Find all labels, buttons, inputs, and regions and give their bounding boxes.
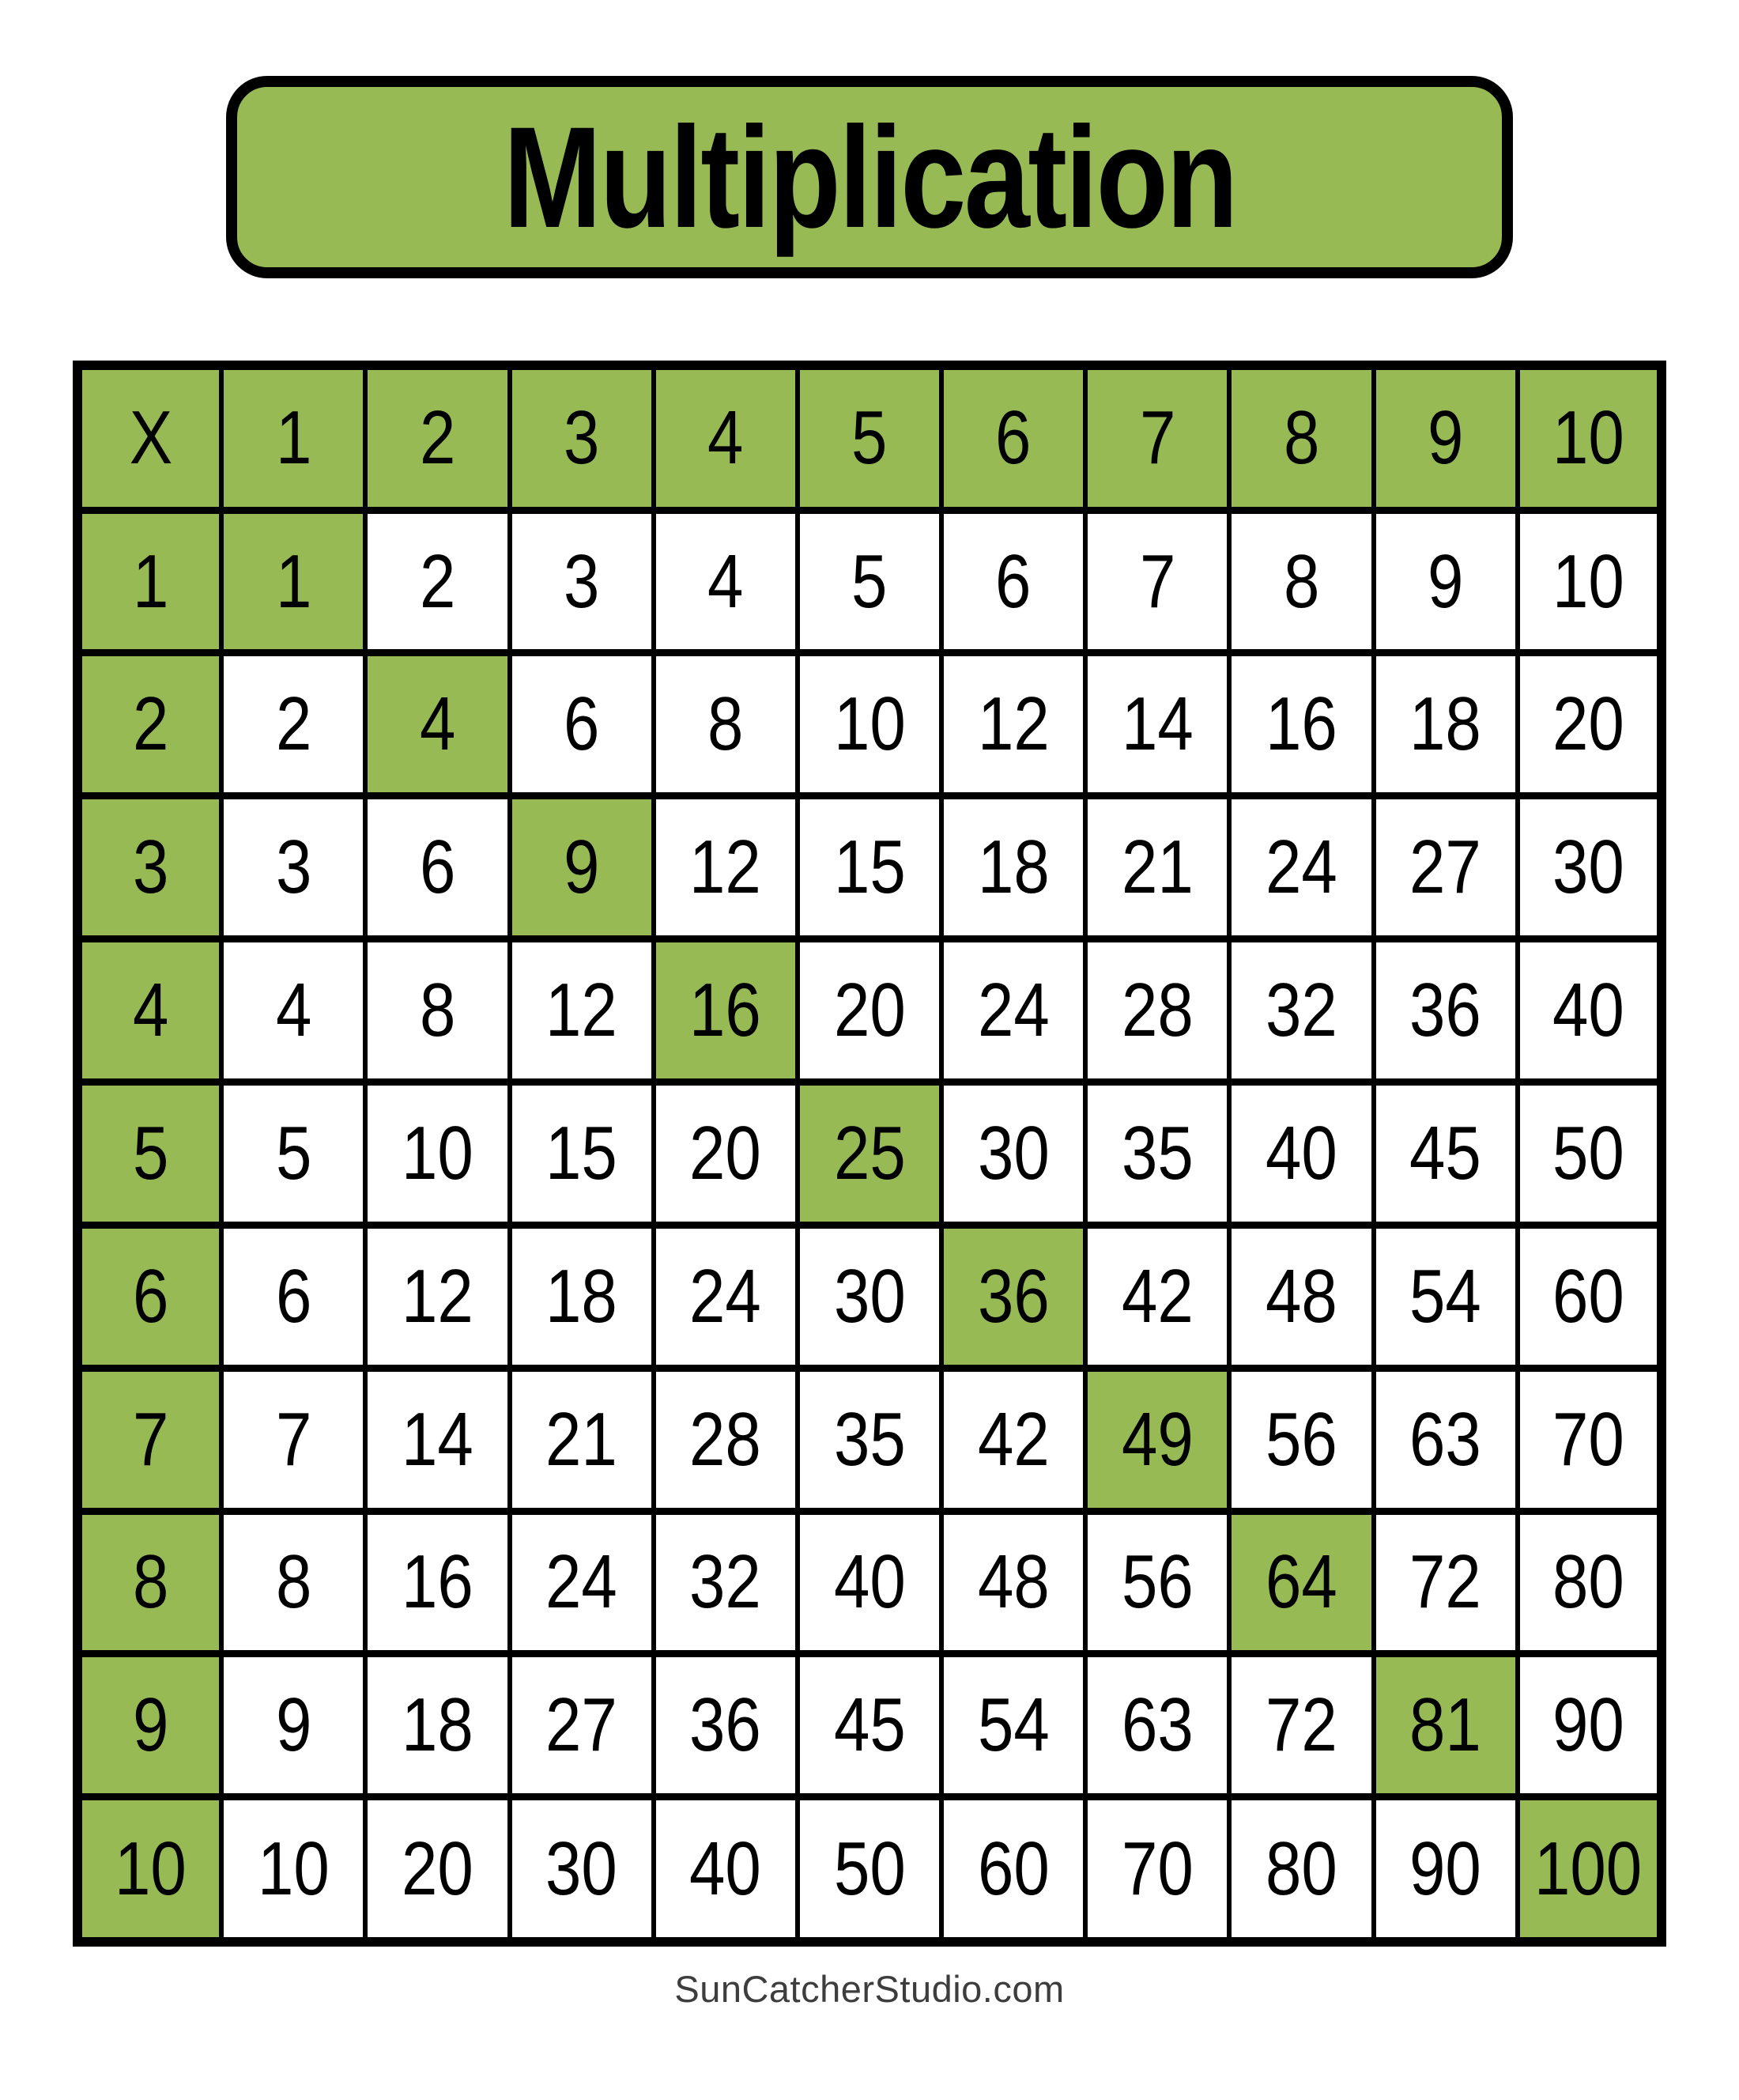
- row-header-cell: [77, 1654, 221, 1797]
- product-cell: [1085, 1511, 1229, 1654]
- cell-value: 10: [1552, 538, 1624, 624]
- product-cell: [1085, 796, 1229, 939]
- product-cell: [365, 1082, 509, 1226]
- cell-value: 7: [1139, 538, 1175, 624]
- cell-value: 8: [707, 682, 744, 767]
- cell-value: 15: [545, 1110, 617, 1195]
- product-cell: [654, 653, 798, 796]
- product-cell: [798, 1511, 941, 1654]
- product-cell: [1374, 510, 1518, 653]
- row-header-cell: [77, 939, 221, 1082]
- cell-value: 6: [995, 538, 1032, 624]
- product-cell: [1518, 939, 1662, 1082]
- cell-value: 24: [545, 1539, 617, 1625]
- cell-value: 72: [1266, 1683, 1337, 1768]
- table-row: [77, 1082, 1662, 1226]
- product-cell: [654, 1654, 798, 1797]
- diagonal-product-cell: [1518, 1797, 1662, 1942]
- cell-value: 32: [1266, 968, 1337, 1053]
- cell-value: 90: [1552, 1683, 1624, 1768]
- product-cell: [941, 939, 1085, 1082]
- col-header-cell: [941, 365, 1085, 510]
- cell-value: 10: [402, 1110, 473, 1195]
- product-cell: [221, 939, 365, 1082]
- product-cell: [1374, 653, 1518, 796]
- row-header-cell: [77, 1797, 221, 1942]
- table-row: [77, 1368, 1662, 1511]
- product-cell: [1229, 1654, 1373, 1797]
- table-row: [77, 1511, 1662, 1654]
- cell-value: 6: [275, 1253, 311, 1339]
- cell-value: 10: [1552, 395, 1624, 481]
- product-cell: [1085, 1654, 1229, 1797]
- product-cell: [1374, 1368, 1518, 1511]
- diagonal-product-cell: [1085, 1368, 1229, 1511]
- product-cell: [654, 1082, 798, 1226]
- product-cell: [510, 653, 654, 796]
- product-cell: [510, 939, 654, 1082]
- product-cell: [941, 1368, 1085, 1511]
- product-cell: [510, 1654, 654, 1797]
- product-cell: [654, 1511, 798, 1654]
- cell-value: 1: [132, 538, 169, 624]
- cell-value: 30: [1552, 825, 1624, 910]
- product-cell: [1229, 1797, 1373, 1942]
- product-cell: [1374, 1225, 1518, 1368]
- cell-value: 5: [132, 1110, 169, 1195]
- product-cell: [941, 1082, 1085, 1226]
- row-header-cell: [77, 1368, 221, 1511]
- diagonal-product-cell: [221, 510, 365, 653]
- cell-value: 80: [1552, 1539, 1624, 1625]
- product-cell: [1518, 1082, 1662, 1226]
- product-cell: [1085, 939, 1229, 1082]
- cell-value: 72: [1409, 1539, 1482, 1625]
- footer-credit: SunCatcherStudio.com: [674, 1968, 1065, 2010]
- col-header-cell: [1229, 365, 1373, 510]
- product-cell: [654, 796, 798, 939]
- product-cell: [798, 1797, 941, 1942]
- title-banner: [226, 76, 1513, 278]
- diagonal-product-cell: [365, 653, 509, 796]
- col-header-cell: [365, 365, 509, 510]
- cell-value: 56: [1121, 1539, 1194, 1625]
- cell-value: 4: [707, 538, 744, 624]
- origin-cell: [77, 365, 221, 510]
- cell-value: 4: [707, 395, 744, 481]
- cell-value: 9: [563, 825, 600, 910]
- cell-value: 16: [402, 1539, 473, 1625]
- cell-value: 3: [132, 825, 169, 910]
- diagonal-product-cell: [798, 1082, 941, 1226]
- diagonal-product-cell: [1374, 1654, 1518, 1797]
- cell-value: 40: [833, 1539, 906, 1625]
- cell-value: 14: [402, 1396, 473, 1482]
- table-row: [77, 1225, 1662, 1368]
- row-header-cell: [77, 1511, 221, 1654]
- product-cell: [798, 653, 941, 796]
- col-header-cell: [654, 365, 798, 510]
- product-cell: [365, 1511, 509, 1654]
- product-cell: [798, 1225, 941, 1368]
- cell-value: 8: [1283, 395, 1320, 481]
- cell-value: 24: [689, 1253, 762, 1339]
- cell-value: 49: [1121, 1396, 1194, 1482]
- cell-value: 54: [977, 1683, 1050, 1768]
- table-row: [77, 939, 1662, 1082]
- cell-value: 6: [419, 825, 456, 910]
- product-cell: [510, 1225, 654, 1368]
- product-cell: [1085, 653, 1229, 796]
- product-cell: [365, 1797, 509, 1942]
- product-cell: [365, 1225, 509, 1368]
- cell-value: 70: [1121, 1826, 1194, 1911]
- cell-value: 36: [1409, 968, 1482, 1053]
- product-cell: [1229, 510, 1373, 653]
- product-cell: [798, 510, 941, 653]
- cell-value: 50: [833, 1826, 906, 1911]
- multiplication-table: [73, 361, 1666, 1947]
- product-cell: [221, 1225, 365, 1368]
- page-title: Multiplication: [503, 96, 1236, 258]
- product-cell: [1518, 1511, 1662, 1654]
- cell-value: 1: [275, 538, 311, 624]
- cell-value: 5: [851, 395, 888, 481]
- product-cell: [365, 510, 509, 653]
- product-cell: [941, 796, 1085, 939]
- cell-value: 10: [833, 682, 906, 767]
- col-header-cell: [510, 365, 654, 510]
- product-cell: [365, 796, 509, 939]
- cell-value: 81: [1409, 1683, 1482, 1768]
- product-cell: [1518, 653, 1662, 796]
- cell-value: 9: [1427, 538, 1464, 624]
- product-cell: [1374, 1797, 1518, 1942]
- col-header-cell: [221, 365, 365, 510]
- cell-value: 4: [419, 682, 456, 767]
- product-cell: [365, 939, 509, 1082]
- cell-value: 54: [1409, 1253, 1482, 1339]
- cell-value: 12: [402, 1253, 473, 1339]
- col-header-cell: [1518, 365, 1662, 510]
- cell-value: 4: [132, 968, 169, 1053]
- cell-value: 24: [1266, 825, 1337, 910]
- cell-value: 40: [1266, 1110, 1337, 1195]
- cell-value: 40: [689, 1826, 762, 1911]
- product-cell: [221, 1368, 365, 1511]
- cell-value: 40: [1552, 968, 1624, 1053]
- diagonal-product-cell: [1229, 1511, 1373, 1654]
- row-header-cell: [77, 510, 221, 653]
- cell-value: 15: [833, 825, 906, 910]
- product-cell: [221, 1654, 365, 1797]
- cell-value: 2: [419, 395, 456, 481]
- product-cell: [1518, 796, 1662, 939]
- cell-value: 28: [1121, 968, 1194, 1053]
- product-cell: [1229, 939, 1373, 1082]
- product-cell: [510, 1797, 654, 1942]
- cell-value: 36: [689, 1683, 762, 1768]
- cell-value: 14: [1121, 682, 1194, 767]
- col-header-cell: [1085, 365, 1229, 510]
- cell-value: 36: [977, 1253, 1050, 1339]
- cell-value: 7: [275, 1396, 311, 1482]
- product-cell: [365, 1368, 509, 1511]
- product-cell: [510, 1511, 654, 1654]
- cell-value: 30: [545, 1826, 617, 1911]
- cell-value: 48: [977, 1539, 1050, 1625]
- cell-value: 56: [1266, 1396, 1337, 1482]
- cell-value: 35: [1121, 1110, 1194, 1195]
- cell-value: 8: [132, 1539, 169, 1625]
- product-cell: [654, 1797, 798, 1942]
- product-cell: [510, 1082, 654, 1226]
- cell-value: 32: [689, 1539, 762, 1625]
- table-row: [77, 510, 1662, 653]
- product-cell: [1374, 1511, 1518, 1654]
- row-header-cell: [77, 653, 221, 796]
- product-cell: [941, 1511, 1085, 1654]
- diagonal-product-cell: [941, 1225, 1085, 1368]
- cell-value: 12: [689, 825, 762, 910]
- cell-value: 30: [977, 1110, 1050, 1195]
- cell-value: 7: [1139, 395, 1175, 481]
- cell-value: 42: [1121, 1253, 1194, 1339]
- cell-value: 8: [419, 968, 456, 1053]
- product-cell: [1229, 1225, 1373, 1368]
- cell-value: 16: [1266, 682, 1337, 767]
- cell-value: 5: [851, 538, 888, 624]
- cell-value: 64: [1266, 1539, 1337, 1625]
- cell-value: 27: [1409, 825, 1482, 910]
- cell-value: 42: [977, 1396, 1050, 1482]
- cell-value: 18: [545, 1253, 617, 1339]
- cell-value: 20: [402, 1826, 473, 1911]
- cell-value: 80: [1266, 1826, 1337, 1911]
- cell-value: 8: [1283, 538, 1320, 624]
- cell-value: 9: [275, 1683, 311, 1768]
- cell-value: 21: [1121, 825, 1194, 910]
- cell-value: 45: [833, 1683, 906, 1768]
- cell-value: 60: [977, 1826, 1050, 1911]
- product-cell: [1518, 1368, 1662, 1511]
- cell-value: 6: [563, 682, 600, 767]
- cell-value: 35: [833, 1396, 906, 1482]
- diagonal-product-cell: [654, 939, 798, 1082]
- diagonal-product-cell: [510, 796, 654, 939]
- product-cell: [221, 1511, 365, 1654]
- row-header-cell: [77, 796, 221, 939]
- product-cell: [1229, 653, 1373, 796]
- product-cell: [941, 653, 1085, 796]
- product-cell: [510, 1368, 654, 1511]
- product-cell: [1085, 1797, 1229, 1942]
- cell-value: 27: [545, 1683, 617, 1768]
- product-cell: [654, 1225, 798, 1368]
- row-header-cell: [77, 1225, 221, 1368]
- product-cell: [1229, 796, 1373, 939]
- cell-value: 6: [132, 1253, 169, 1339]
- cell-value: 24: [977, 968, 1050, 1053]
- cell-value: 16: [689, 968, 762, 1053]
- cell-value: 3: [563, 395, 600, 481]
- cell-value: 100: [1534, 1826, 1643, 1911]
- product-cell: [941, 1797, 1085, 1942]
- product-cell: [1085, 1082, 1229, 1226]
- cell-value: 7: [132, 1396, 169, 1482]
- product-cell: [1229, 1082, 1373, 1226]
- cell-value: 60: [1552, 1253, 1624, 1339]
- row-header-cell: [77, 1082, 221, 1226]
- cell-value: 2: [419, 538, 456, 624]
- product-cell: [1518, 510, 1662, 653]
- cell-value: 6: [995, 395, 1032, 481]
- cell-value: 18: [977, 825, 1050, 910]
- cell-value: 12: [977, 682, 1050, 767]
- multiplication-table-body: [77, 365, 1662, 1942]
- cell-value: 3: [563, 538, 600, 624]
- table-row: [77, 1797, 1662, 1942]
- product-cell: [798, 796, 941, 939]
- cell-value: 45: [1409, 1110, 1482, 1195]
- product-cell: [798, 1368, 941, 1511]
- table-row: [77, 796, 1662, 939]
- cell-value: 18: [1409, 682, 1482, 767]
- product-cell: [654, 510, 798, 653]
- product-cell: [1374, 1082, 1518, 1226]
- product-cell: [221, 1797, 365, 1942]
- cell-value: 28: [689, 1396, 762, 1482]
- product-cell: [941, 1654, 1085, 1797]
- cell-value: 20: [833, 968, 906, 1053]
- cell-value: 20: [689, 1110, 762, 1195]
- cell-value: 10: [115, 1826, 187, 1911]
- cell-value: 63: [1409, 1396, 1482, 1482]
- product-cell: [1518, 1225, 1662, 1368]
- product-cell: [221, 796, 365, 939]
- product-cell: [221, 653, 365, 796]
- cell-value: 9: [1427, 395, 1464, 481]
- cell-value: 70: [1552, 1396, 1624, 1482]
- cell-value: 18: [402, 1683, 473, 1768]
- cell-value: 2: [132, 682, 169, 767]
- cell-value: 30: [833, 1253, 906, 1339]
- product-cell: [654, 1368, 798, 1511]
- cell-value: 25: [833, 1110, 906, 1195]
- cell-value: X: [129, 395, 172, 481]
- table-row: [77, 653, 1662, 796]
- cell-value: 48: [1266, 1253, 1337, 1339]
- cell-value: 5: [275, 1110, 311, 1195]
- cell-value: 4: [275, 968, 311, 1053]
- cell-value: 8: [275, 1539, 311, 1625]
- product-cell: [1229, 1368, 1373, 1511]
- product-cell: [1374, 796, 1518, 939]
- product-cell: [1518, 1654, 1662, 1797]
- cell-value: 12: [545, 968, 617, 1053]
- cell-value: 10: [257, 1826, 330, 1911]
- cell-value: 50: [1552, 1110, 1624, 1195]
- cell-value: 3: [275, 825, 311, 910]
- product-cell: [365, 1654, 509, 1797]
- cell-value: 20: [1552, 682, 1624, 767]
- header-row: [77, 365, 1662, 510]
- product-cell: [510, 510, 654, 653]
- product-cell: [941, 510, 1085, 653]
- table-row: [77, 1654, 1662, 1797]
- product-cell: [1374, 939, 1518, 1082]
- cell-value: 2: [275, 682, 311, 767]
- cell-value: 9: [132, 1683, 169, 1768]
- col-header-cell: [798, 365, 941, 510]
- product-cell: [798, 1654, 941, 1797]
- cell-value: 21: [545, 1396, 617, 1482]
- col-header-cell: [1374, 365, 1518, 510]
- product-cell: [1085, 1225, 1229, 1368]
- product-cell: [221, 1082, 365, 1226]
- cell-value: 63: [1121, 1683, 1194, 1768]
- cell-value: 90: [1409, 1826, 1482, 1911]
- cell-value: 1: [275, 395, 311, 481]
- product-cell: [1085, 510, 1229, 653]
- product-cell: [798, 939, 941, 1082]
